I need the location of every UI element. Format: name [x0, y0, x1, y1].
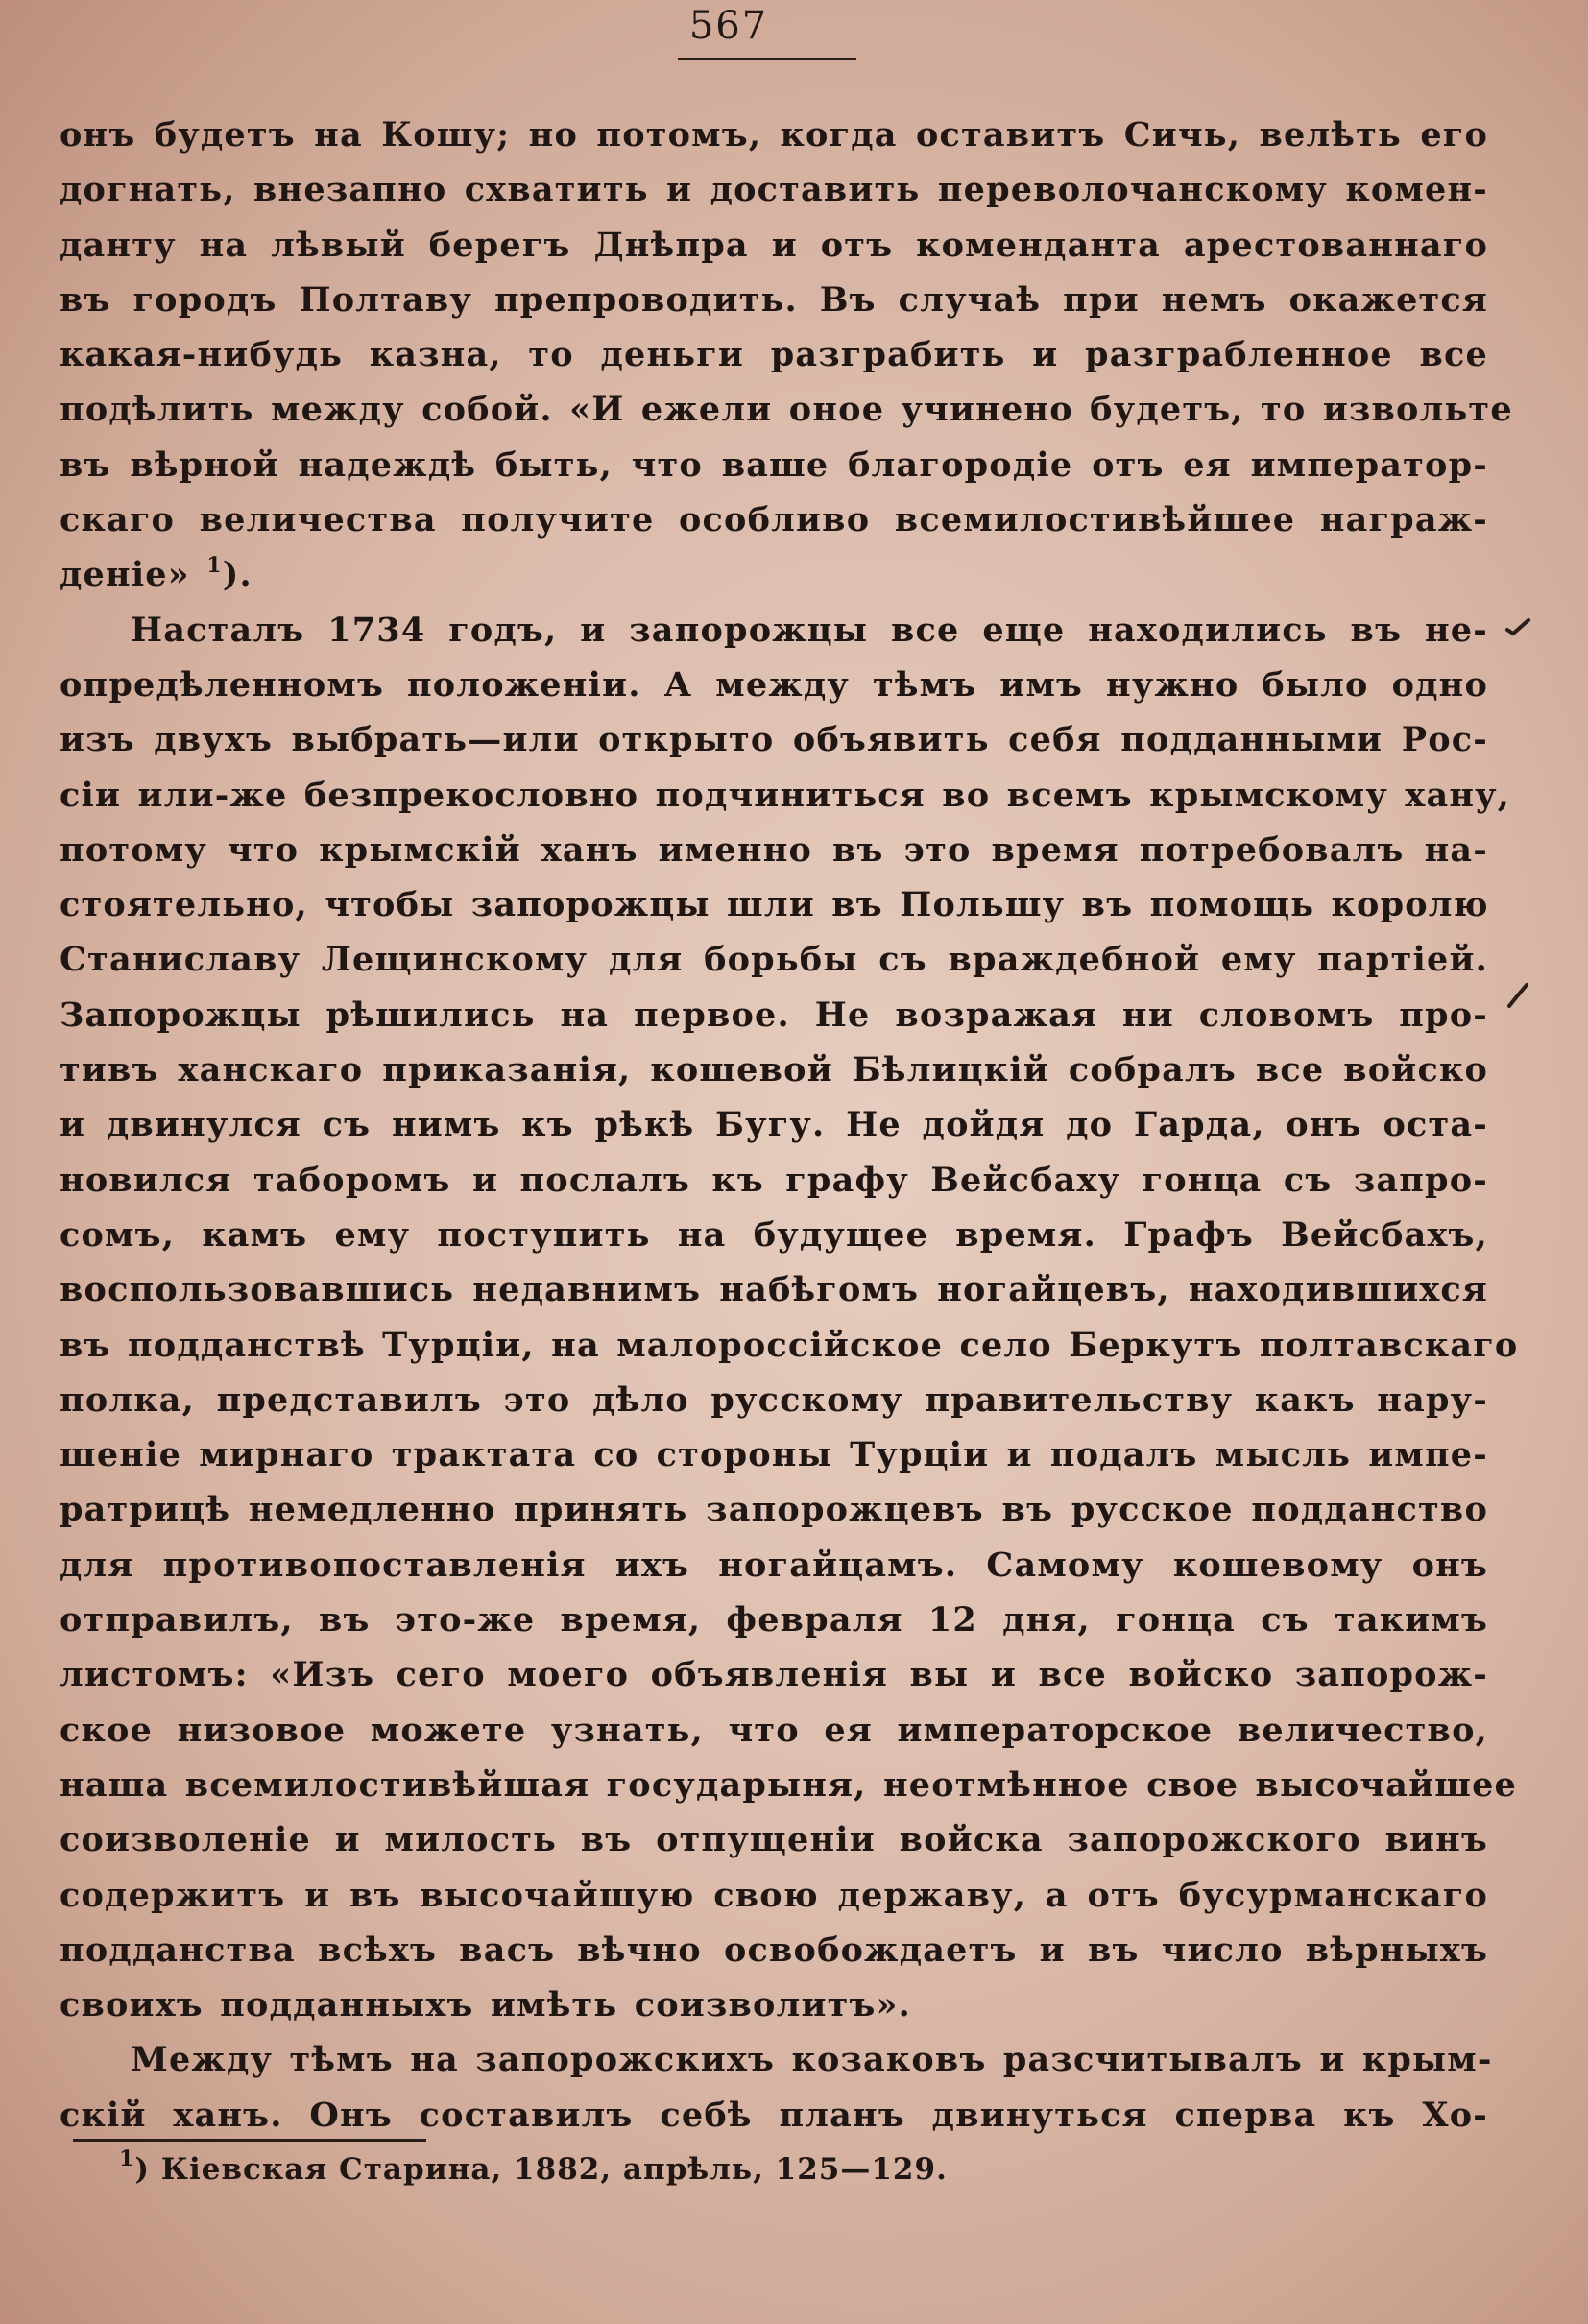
text-line: сомъ, камъ ему поступить на будущее время. Графъ Вейсбахъ,	[60, 1214, 1488, 1255]
text-line: Запорожцы рѣшились на первое. Не возражая ни словомъ про-	[60, 994, 1488, 1035]
text-line: содержитъ и въ высочайшую свою державу, а отъ бусурманскаго	[60, 1875, 1488, 1915]
page-header	[0, 4, 1588, 48]
body-text	[60, 108, 1519, 2143]
text-line: своихъ подданныхъ имѣть соизволитъ».	[60, 1985, 911, 2025]
text-line: для противопоставленія ихъ ногайцамъ. Самому кошевому онъ	[60, 1545, 1488, 1585]
header-rule	[678, 58, 856, 60]
footnote	[119, 2148, 948, 2191]
text-line: воспользовавшись недавнимъ набѣгомъ ногайцевъ, находившихся	[60, 1270, 1488, 1310]
paragraph-2	[60, 603, 1519, 2033]
text-line: стоятельно, чтобы запорожцы шли въ Польшу въ помощь королю	[60, 885, 1489, 925]
text-line: полка, представилъ это дѣло русскому правительству какъ нару-	[60, 1379, 1488, 1420]
text-line: Насталъ 1734 годъ, и запорожцы все еще находились въ не-	[131, 610, 1488, 650]
text-line: потому что крымскій ханъ именно въ это время потребовалъ на-	[60, 829, 1488, 870]
text-line: подѣлить между собой. «И ежели оное учинено будетъ, то извольте	[60, 390, 1513, 430]
text-line: скаго величества получите особливо всемилостивѣйшее награж-	[60, 500, 1488, 540]
text-line: въ подданствѣ Турціи, на малороссійское село Беркутъ полтавскаго	[60, 1325, 1519, 1365]
page-number: 567	[688, 4, 769, 48]
text-line: листомъ: «Изъ сего моего объявленія вы и все войско запорож-	[60, 1655, 1488, 1695]
text-line: подданства всѣхъ васъ вѣчно освобождаетъ и въ число вѣрныхъ	[60, 1929, 1488, 1970]
text-fragment: деніе»	[60, 555, 190, 595]
paragraph-1	[60, 108, 1513, 603]
text-line: отправилъ, въ это-же время, февраля 12 дня, гонца съ такимъ	[60, 1600, 1488, 1641]
text-line: въ вѣрной надеждѣ быть, что ваше благородіе отъ ея император-	[60, 444, 1488, 485]
text-fragment: ).	[222, 555, 253, 595]
text-line: скій ханъ. Онъ составилъ себѣ планъ двинуться сперва къ Хо-	[60, 2095, 1488, 2135]
text-line: ратрицѣ немедленно принять запорожцевъ въ русское подданство	[60, 1490, 1488, 1530]
footnote-rule	[73, 2139, 426, 2142]
text-line: наша всемилостивѣйшая государыня, неотмѣнное свое высочайшее	[60, 1764, 1518, 1805]
text-line: и двинулся съ нимъ къ рѣкѣ Бугу. Не дойдя до Гарда, онъ оста-	[60, 1105, 1488, 1145]
text-line: Станиславу Лещинскому для борьбы съ враждебной ему партіей.	[60, 940, 1488, 980]
text-line: шеніе мирнаго трактата со стороны Турціи и подалъ мысль импе-	[60, 1435, 1488, 1475]
text-line: въ городъ Полтаву препроводить. Въ случаѣ при немъ окажется	[60, 279, 1488, 320]
text-line: новился таборомъ и послалъ къ графу Вейсбаху гонца съ запро-	[60, 1160, 1488, 1200]
text-line: догнать, внезапно схватить и доставить переволочанскому комен-	[60, 170, 1488, 210]
text-line: опредѣленномъ положеніи. А между тѣмъ имъ нужно было одно	[60, 664, 1488, 705]
text-line: Между тѣмъ на запорожскихъ козаковъ разсчитывалъ и крым-	[131, 2040, 1493, 2080]
text-line: соизволеніе и милость въ отпущеніи войска запорожского винъ	[60, 1820, 1488, 1860]
text-line: тивъ ханскаго приказанія, кошевой Бѣлицкій собралъ все войско	[60, 1050, 1488, 1090]
text-line	[60, 547, 1488, 602]
footnote-marker: 1	[119, 2146, 135, 2171]
text-line: данту на лѣвый берегъ Днѣпра и отъ коменданта арестованнаго	[60, 225, 1488, 265]
paragraph-3	[60, 2032, 1493, 2143]
text-line: ское низовое можете узнать, что ея императорское величество,	[60, 1710, 1488, 1750]
text-line: какая-нибудь казна, то деньги разграбить и разграбленное все	[60, 335, 1488, 375]
margin-check-mark-icon	[1504, 614, 1532, 643]
footnote-text: ) Кіевская Старина, 1882, апрѣль, 125—129.	[134, 2152, 948, 2187]
text-line: сіи или-же безпрекословно подчиниться во всемъ крымскому хану,	[60, 775, 1511, 815]
margin-check-mark-icon	[1504, 979, 1532, 1012]
text-line: онъ будетъ на Кошу; но потомъ, когда оставитъ Сичь, велѣть его	[60, 115, 1488, 155]
footnote-reference: 1	[206, 553, 223, 579]
text-line: изъ двухъ выбрать—или открыто объявить себя подданными Рос-	[60, 720, 1488, 760]
